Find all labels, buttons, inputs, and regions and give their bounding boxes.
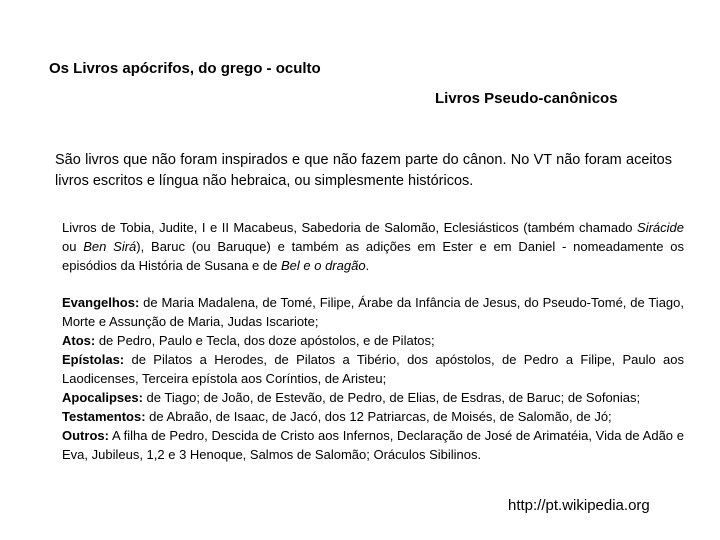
list-item-testamentos	[62, 407, 684, 426]
list-text: de Tiago; de João, de Estevão, de Pedro, de Elias, de Esdras, de Baruc; de Sofonias;	[142, 390, 641, 405]
books-text-2: ou	[62, 239, 84, 254]
list-label: Apocalipses:	[62, 390, 143, 405]
list-item-apocalipses	[62, 388, 684, 407]
list-label: Epístolas:	[62, 352, 125, 367]
books-paragraph	[62, 218, 684, 275]
books-text-1: Livros de Tobia, Judite, I e II Macabeus, Sabedoria de Salomão, Eclesiásticos (também chamado	[62, 220, 638, 235]
list-label: Outros:	[62, 428, 109, 443]
books-bel: Bel e o dragão	[280, 258, 366, 273]
list-item-evangelhos	[62, 293, 684, 331]
list-item-atos	[62, 331, 684, 350]
list-text: de Maria Madalena, de Tomé, Filipe, Árabe da Infância de Jesus, do Pseudo-Tomé, de Tiago, Morte e Assunção de Maria, Judas Iscariote;	[62, 295, 684, 329]
books-sirac: Sirácide	[637, 220, 684, 235]
page-subtitle: Livros Pseudo-canônicos	[435, 90, 618, 107]
list-item-outros	[62, 426, 684, 464]
list-text: de Pilatos a Herodes, de Pilatos a Tibério, dos apóstolos, de Pedro a Filipe, Paulo aos Laodicenses, Terceira epístola aos Coríntios, de Aristeu;	[62, 352, 684, 386]
source-link: http://pt.wikipedia.org	[508, 497, 650, 514]
list-label: Atos:	[62, 333, 96, 348]
books-text-3: ), Baruc (ou Baruque) e também as adições em Ester e em Daniel - nomeadamente os episódios da História de Susana e de	[62, 239, 684, 273]
intro-paragraph: São livros que não foram inspirados e que não fazem parte do cânon. No VT não foram aceitos livros escritos e língua não hebraica, ou simplesmente históricos.	[55, 152, 672, 189]
list-text: A filha de Pedro, Descida de Cristo aos Infernos, Declaração de José de Arimatéia, Vida de Adão e Eva, Jubileus, 1,2 e 3 Henoque, Salmos de Salomão; Oráculos Sibilinos.	[62, 428, 684, 462]
list-text: de Pedro, Paulo e Tecla, dos doze apóstolos, e de Pilatos;	[95, 333, 435, 348]
list-item-epistolas	[62, 350, 684, 388]
books-bensira: Ben Sirá	[83, 239, 137, 254]
page-title: Os Livros apócrifos, do grego - oculto	[49, 60, 321, 77]
books-text-4: .	[365, 258, 370, 273]
list-text: de Abraão, de Isaac, de Jacó, dos 12 Patriarcas, de Moisés, de Salomão, de Jó;	[145, 409, 612, 424]
list-label: Testamentos:	[62, 409, 146, 424]
apocrypha-list	[62, 293, 684, 464]
list-label: Evangelhos:	[62, 295, 140, 310]
